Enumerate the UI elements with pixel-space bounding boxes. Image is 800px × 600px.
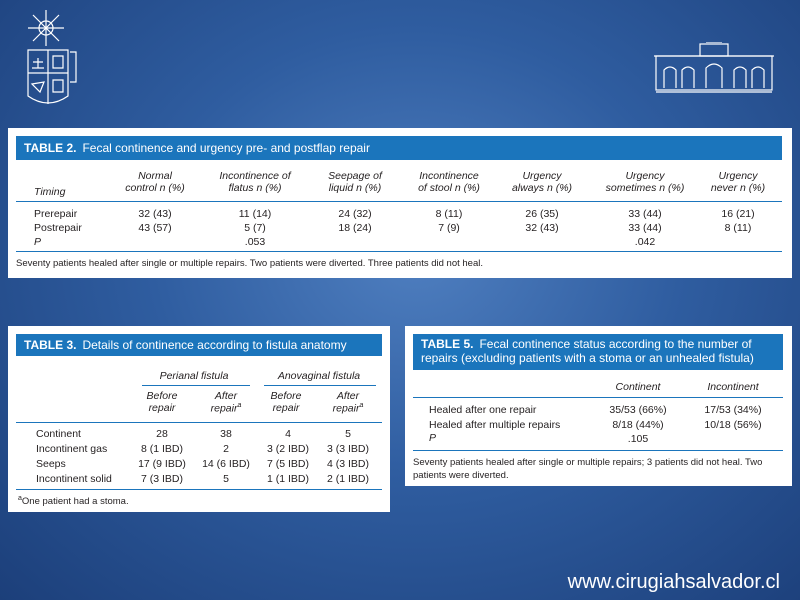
table-3-cell: 5 bbox=[345, 428, 351, 440]
table-3-header-rule bbox=[16, 422, 382, 423]
table-5-cell: .105 bbox=[627, 433, 649, 445]
table-3-row-label: Seeps bbox=[36, 458, 66, 470]
table-5-footnote: Seventy patients healed after single or multiple repairs; 3 patients did not heal. Two patients were diverted. bbox=[413, 457, 763, 481]
table-3-cell: 5 bbox=[223, 473, 229, 485]
table-3-subheader: Before repair bbox=[270, 390, 302, 414]
table-5-cell: 35/53 (66%) bbox=[609, 404, 667, 416]
table-2-cell: 33 (44) bbox=[628, 208, 662, 220]
table-3-title-bar bbox=[16, 334, 382, 356]
table-5-row-label: Healed after multiple repairs bbox=[429, 419, 561, 431]
table-2-cell: 32 (43) bbox=[138, 208, 172, 220]
table-3-card bbox=[8, 326, 390, 512]
table-3-group-rule bbox=[264, 385, 376, 386]
university-emblem-icon bbox=[24, 8, 80, 112]
table-3-cell: 3 (3 IBD) bbox=[326, 443, 369, 455]
table-2-cell: .042 bbox=[634, 236, 656, 248]
table-2-header-rule bbox=[16, 201, 782, 202]
table-2-title: Fecal continence and urgency pre- and postflap repair bbox=[82, 141, 370, 155]
table-5-header-rule bbox=[413, 397, 783, 398]
table-5-label: TABLE 5. bbox=[421, 337, 474, 351]
table-2-cell: 16 (21) bbox=[721, 208, 755, 220]
table-2-header-normal: Normal control n (%) bbox=[125, 170, 185, 194]
table-3-cell: 7 (3 IBD) bbox=[140, 473, 183, 485]
table-3-cell: 3 (2 IBD) bbox=[266, 443, 309, 455]
table-2-title-bar bbox=[16, 136, 782, 160]
table-2-cell: 43 (57) bbox=[138, 222, 172, 234]
table-3-row-label: Incontinent solid bbox=[36, 473, 112, 485]
table-3-subheader: Before repair bbox=[146, 390, 178, 414]
table-2-row-label: Postrepair bbox=[34, 222, 82, 234]
table-3-cell: 4 bbox=[285, 428, 291, 440]
table-5-title-line2: repairs (excluding patients with a stoma or an unhealed fistula) bbox=[421, 351, 754, 365]
table-2-header-flatus: Incontinence of flatus n (%) bbox=[219, 170, 291, 194]
table-2-cell: 7 (9) bbox=[438, 222, 460, 234]
table-3-cell: 8 (1 IBD) bbox=[140, 443, 183, 455]
table-3-cell: 14 (6 IBD) bbox=[202, 458, 250, 470]
table-2-header-timing: Timing bbox=[34, 186, 66, 198]
table-5-row-label: Healed after one repair bbox=[429, 404, 537, 416]
table-3-cell: 28 bbox=[156, 428, 168, 440]
table-5-cell: 10/18 (56%) bbox=[704, 419, 762, 431]
table-3-footnote: $^a$One patient had a stoma. bbox=[18, 495, 129, 508]
table-2-header-urgency-always: Urgency always n (%) bbox=[511, 170, 573, 194]
table-3-cell: 38 bbox=[220, 428, 232, 440]
table-2-cell: .053 bbox=[244, 236, 266, 248]
table-3-group-rule bbox=[142, 385, 250, 386]
table-3-cell: 2 (1 IBD) bbox=[326, 473, 369, 485]
table-2-header-stool: Incontinence of stool n (%) bbox=[418, 170, 480, 194]
table-3-cell: 4 (3 IBD) bbox=[326, 458, 369, 470]
hospital-building-icon bbox=[654, 42, 774, 94]
table-5-card bbox=[405, 326, 792, 486]
table-2-header-urgency-never: Urgency never n (%) bbox=[710, 170, 766, 194]
table-5-header-incontinent: Incontinent bbox=[707, 381, 759, 393]
table-2-card bbox=[8, 128, 792, 278]
table-2-header-urgency-sometimes: Urgency sometimes n (%) bbox=[605, 170, 685, 194]
table-5-cell: 17/53 (34%) bbox=[704, 404, 762, 416]
table-2-row-label: Prerepair bbox=[34, 208, 78, 220]
table-3-cell: 7 (5 IBD) bbox=[266, 458, 309, 470]
table-3-group-perianal: Perianal fistula bbox=[159, 370, 229, 382]
table-2-cell: 8 (11) bbox=[724, 222, 752, 234]
table-3-cell: 1 (1 IBD) bbox=[266, 473, 309, 485]
table-2-cell: 26 (35) bbox=[525, 208, 559, 220]
table-3-label: TABLE 3. bbox=[24, 338, 77, 352]
table-2-cell: 33 (44) bbox=[628, 222, 662, 234]
table-2-footer-rule bbox=[16, 251, 782, 252]
table-5-header-continent: Continent bbox=[615, 381, 661, 393]
table-2-cell: 11 (14) bbox=[238, 208, 272, 220]
table-3-title: Details of continence according to fistula anatomy bbox=[82, 338, 347, 352]
website-url: www.cirugiahsalvador.cl bbox=[567, 571, 780, 593]
table-3-cell: 2 bbox=[223, 443, 229, 455]
table-2-label: TABLE 2. bbox=[24, 141, 77, 155]
table-2-header-seepage: Seepage of liquid n (%) bbox=[328, 170, 382, 194]
table-3-row-label: Incontinent gas bbox=[36, 443, 108, 455]
table-5-row-label: P bbox=[429, 432, 437, 444]
table-5-title-bar bbox=[413, 334, 783, 370]
table-2-row-label: P bbox=[34, 236, 42, 248]
table-2-footnote: Seventy patients healed after single or multiple repairs. Two patients were diverted. Three patients did not heal. bbox=[16, 258, 484, 269]
table-2-cell: 32 (43) bbox=[525, 222, 559, 234]
table-2-cell: 24 (32) bbox=[338, 208, 372, 220]
table-3-row-label: Continent bbox=[36, 428, 81, 440]
table-3-group-anovaginal: Anovaginal fistula bbox=[277, 370, 361, 382]
table-2-cell: 5 (7) bbox=[244, 222, 266, 234]
table-3-cell: 17 (9 IBD) bbox=[138, 458, 186, 470]
table-3-subheader: After repair$^a$ bbox=[210, 390, 242, 415]
table-2-cell: 8 (11) bbox=[435, 208, 463, 220]
table-3-footer-rule bbox=[16, 489, 382, 490]
table-3-subheader: After repair$^a$ bbox=[332, 390, 364, 415]
table-5-cell: 8/18 (44%) bbox=[612, 419, 664, 431]
table-5-title-line1: Fecal continence status according to the number of bbox=[479, 337, 752, 351]
table-5-footer-rule bbox=[413, 450, 783, 451]
table-2-cell: 18 (24) bbox=[338, 222, 372, 234]
